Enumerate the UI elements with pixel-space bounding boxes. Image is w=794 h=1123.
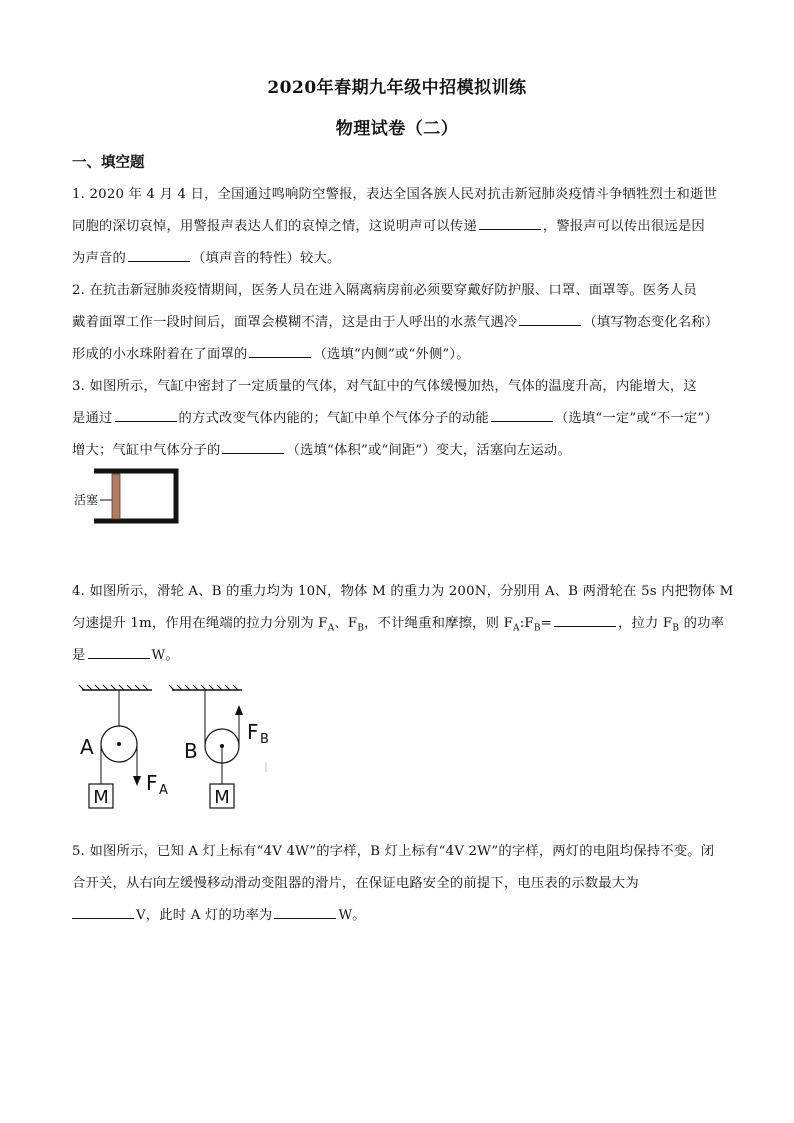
answer-blank[interactable] <box>554 614 616 627</box>
q4-text: 匀速提升 1m，作用在绳端的拉力分别为 F <box>72 616 328 631</box>
q2-text: 戴着面罩工作一段时间后，面罩会模糊不清，这是由于人呼出的水蒸气遇冷 <box>72 315 518 330</box>
q1-line-3 <box>72 247 340 266</box>
q1-text: 为声音的 <box>72 251 126 266</box>
answer-blank[interactable] <box>479 217 541 230</box>
q2-line-1: 2. 在抗击新冠肺炎疫情期间，医务人员在进入隔离病房前必须要穿戴好防护服、口罩、面罩等。医务人员 <box>72 283 697 298</box>
q5-line-3 <box>72 904 366 923</box>
exam-title: 2020年春期九年级中招模拟训练 <box>267 78 527 98</box>
answer-blank[interactable] <box>491 409 553 422</box>
force-b-subscript: B <box>260 732 269 747</box>
q4-subscript: B <box>672 623 680 634</box>
q3-line-2 <box>72 407 718 426</box>
cylinder-wall <box>94 471 176 521</box>
force-a-subscript: A <box>159 783 168 798</box>
q5-text: V，此时 A 灯的功率为 <box>136 908 273 923</box>
q1-line-1: 1. 2020 年 4 月 4 日，全国通过鸣响防空警报，表达全国各族人民对抗击新冠肺炎疫情斗争牺牲烈士和逝世 <box>72 187 717 202</box>
q2-text: 形成的小水珠附着在了面罩的 <box>72 347 248 362</box>
q3-text: 增大；气缸中气体分子的 <box>72 443 221 458</box>
answer-blank[interactable] <box>115 409 177 422</box>
q5-text: W。 <box>338 908 366 923</box>
mass-label-b: M <box>214 787 230 808</box>
q3-line-3 <box>72 439 571 458</box>
q4-text: ，拉力 F <box>617 616 673 631</box>
answer-blank[interactable] <box>249 345 311 358</box>
answer-blank[interactable] <box>128 249 190 262</box>
q3-text: 的方式改变气体内能的；气缸中单个气体分子的动能 <box>178 411 489 426</box>
pulley-a-label: A <box>80 735 94 759</box>
q4-text: ，不计绳重和摩擦，则 F <box>364 616 513 631</box>
piston <box>112 474 120 519</box>
q5-line-1: 5. 如图所示，已知 A 灯上标有“4V 4W”的字样，B 灯上标有“4V 2W”的字样，两灯的电阻均保持不变。闭 <box>72 844 715 859</box>
q1-line-2 <box>72 215 705 234</box>
q4-line-2 <box>72 612 724 634</box>
q4-text: W。 <box>151 648 179 663</box>
fixed-pulley-a <box>101 690 141 786</box>
q4-subscript: A <box>327 623 335 634</box>
q4-text: = <box>540 616 552 631</box>
q4-text: :F <box>519 616 534 631</box>
answer-blank[interactable] <box>519 313 581 326</box>
q2-text: （填写物态变化名称） <box>583 315 719 330</box>
q4-subscript: A <box>513 623 520 634</box>
piston-label: 活塞 <box>74 493 99 507</box>
q2-line-2 <box>72 311 718 330</box>
q2-text: （选填“内侧”或“外侧”）。 <box>313 347 470 362</box>
movable-pulley-b <box>205 690 243 784</box>
mass-label-a: M <box>93 787 109 808</box>
q1-text: （填声音的特性）较大。 <box>192 251 341 266</box>
q4-text: 、F <box>334 616 358 631</box>
q1-text: ，警报声可以传出很远是因 <box>542 219 705 234</box>
q4-subscript: B <box>357 623 365 634</box>
section-heading: 一、填空题 <box>72 154 145 171</box>
q2-line-3 <box>72 343 470 362</box>
q4-text: 是 <box>72 648 86 663</box>
answer-blank[interactable] <box>222 441 284 454</box>
force-a-label: F <box>146 771 158 795</box>
q4-text: 的功率 <box>679 616 725 631</box>
q4-line-3 <box>72 644 179 663</box>
answer-blank[interactable] <box>88 646 150 659</box>
q3-text: 是通过 <box>72 411 113 426</box>
q4-line-1: 4. 如图所示，滑轮 A、B 的重力均为 10N，物体 M 的重力为 200N，分别用 A、B 两滑轮在 5s 内把物体 M <box>72 584 734 599</box>
q3-text: （选填“体积”或“间距”）变大，活塞向左运动。 <box>286 443 571 458</box>
q3-text: （选填“一定”或“不一定”） <box>554 411 718 426</box>
force-b-label: F <box>247 720 259 744</box>
pulley-figure <box>76 684 276 814</box>
exam-subtitle: 物理试卷（二） <box>335 119 459 139</box>
cylinder-figure <box>72 466 184 526</box>
q1-text: 同胞的深切哀悼，用警报声表达人们的哀悼之情，这说明声可以传递 <box>72 219 477 234</box>
ceiling-b <box>169 685 242 690</box>
answer-blank[interactable] <box>274 906 336 919</box>
ceiling-a <box>79 685 152 690</box>
q4-subscript: B <box>533 623 541 634</box>
pulley-b-label: B <box>184 739 198 763</box>
q3-line-1: 3. 如图所示，气缸中密封了一定质量的气体，对气缸中的气体缓慢加热，气体的温度升高，内能增大，这 <box>72 379 697 394</box>
q5-line-2: 合开关，从右向左缓慢移动滑动变阻器的滑片，在保证电路安全的前提下，电压表的示数最大为 <box>72 876 639 891</box>
answer-blank[interactable] <box>72 906 134 919</box>
